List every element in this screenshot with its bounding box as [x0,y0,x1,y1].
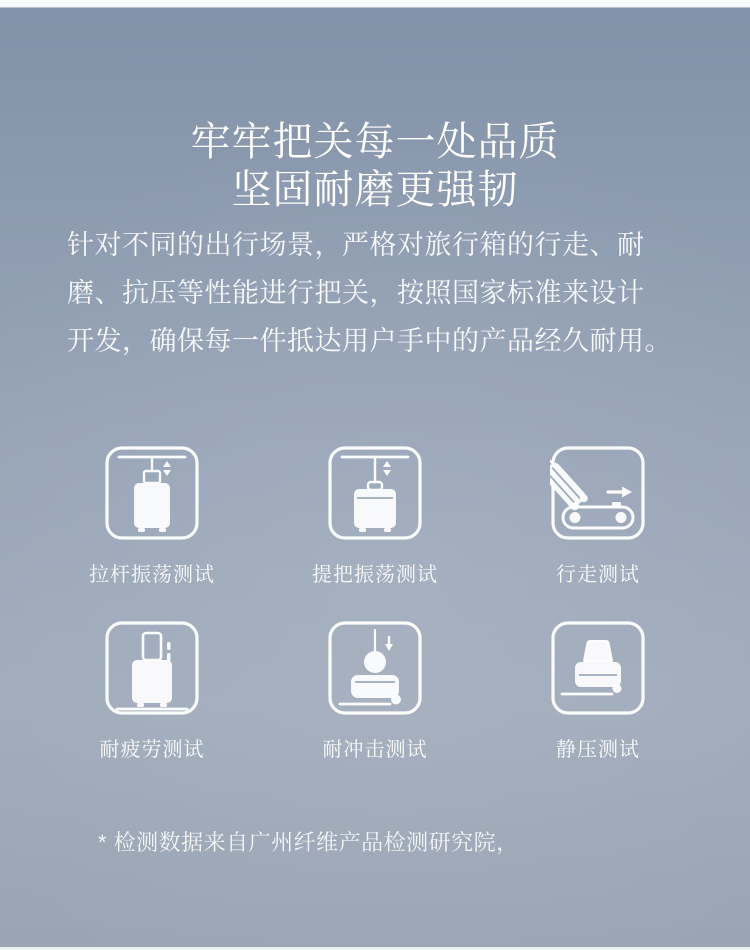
test-label: 拉杆振荡测试 [89,564,215,586]
description-line: 开发，确保每一件抵达用户手中的产品经久耐用。 [67,326,672,356]
section-title [0,118,750,214]
description-line: 针对不同的出行场景，严格对旅行箱的行走、耐 [67,230,645,260]
trolley-shake-test-icon [104,445,200,541]
walking-test-icon [550,445,646,541]
test-item-static-pressure [550,620,646,763]
section-description [67,221,687,365]
test-label: 提把振荡测试 [312,564,438,586]
static-pressure-test-icon [550,620,646,716]
handle-shake-test-icon [327,445,423,541]
test-label: 行走测试 [556,564,640,586]
test-item-impact [322,620,428,763]
fatigue-test-icon [104,620,200,716]
section-title-line2: 坚固耐磨更强韧 [231,168,519,212]
description-line: 磨、抗压等性能进行把关，按照国家标准来设计 [67,278,645,308]
test-label: 耐疲劳测试 [99,739,205,761]
test-label: 静压测试 [556,739,640,761]
test-item-handle-shake [312,445,438,588]
top-divider-strip [0,0,750,8]
test-grid-row-2 [0,620,750,763]
test-item-fatigue [99,620,205,763]
footnote: * 检测数据来自广州纤维产品检测研究院， [98,830,519,855]
test-item-walking [550,445,646,588]
test-grid-row-1 [0,445,750,588]
section-title-line1: 牢牢把关每一处品质 [190,120,560,164]
test-item-trolley-shake [89,445,215,588]
test-label: 耐冲击测试 [322,739,428,761]
impact-test-icon [327,620,423,716]
